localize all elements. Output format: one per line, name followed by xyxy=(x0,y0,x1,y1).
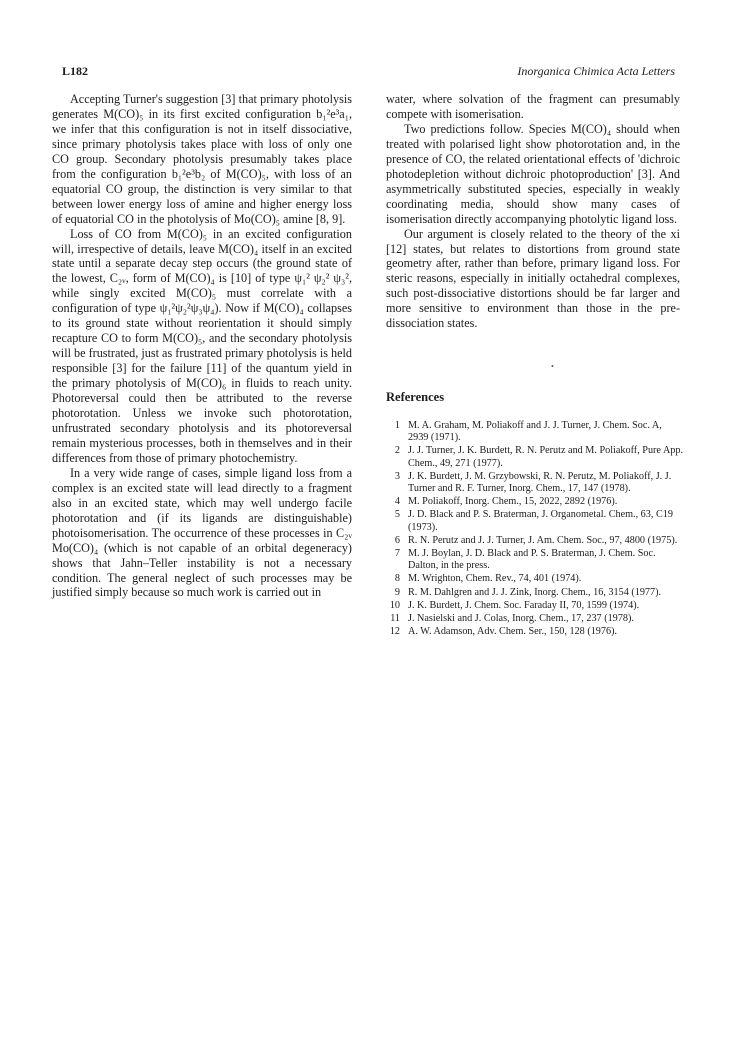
reference-text: R. M. Dahlgren and J. J. Zink, Inorg. Chem., 16, 3154 (1977). xyxy=(408,586,662,598)
reference-number: 4 xyxy=(394,496,400,508)
reference-item xyxy=(386,600,684,612)
reference-number: 6 xyxy=(394,534,400,546)
reference-item xyxy=(386,509,684,533)
reference-text: M. J. Boylan, J. D. Black and P. S. Braterman, J. Chem. Soc. Dalton, in the press. xyxy=(408,548,656,572)
reference-item xyxy=(386,573,684,585)
body-paragraph: Our argument is closely related to the theory of the xi [12] states, but relates to distortions from ground state geometry after, rather than before, primary ligand loss. For steric reasons, especially in initially octahedral complexes, such post-dissociative distortions should be far larger and more sensitive to environment than those in the pre-dissociation states. xyxy=(386,226,680,331)
reference-item xyxy=(386,626,684,638)
reference-number: 9 xyxy=(394,586,400,598)
reference-item xyxy=(386,420,684,444)
reference-text: M. A. Graham, M. Poliakoff and J. J. Turner, J. Chem. Soc. A, 2939 (1971). xyxy=(408,420,662,444)
reference-item xyxy=(386,445,684,469)
reference-text: M. Poliakoff, Inorg. Chem., 15, 2022, 2892 (1976). xyxy=(408,496,618,508)
reference-text: M. Wrighton, Chem. Rev., 74, 401 (1974). xyxy=(408,573,582,585)
body-paragraph: Accepting Turner's suggestion [3] that primary photolysis generates M(CO)₅ in its first excited configuration b₁²e³a₁, we infer that this configuration is not in itself dissociative, since primary photolysis takes place with loss of only one CO group. Secondary photolysis presumably takes place from the configuration b₁²e³b₂ of M(CO)₅, with loss of an equatorial CO group, the distinction is very similar to that between lower energy loss of amine and higher energy loss of equatorial CO in the photolysis of Mo(CO)₅ amine [8, 9]. xyxy=(52,92,352,226)
reference-number: 7 xyxy=(394,548,400,560)
reference-item xyxy=(386,535,684,547)
reference-item xyxy=(386,613,684,625)
reference-number: 12 xyxy=(389,626,400,638)
reference-item xyxy=(386,496,684,508)
references-heading: References xyxy=(386,390,445,404)
reference-list xyxy=(386,420,684,639)
body-paragraph: Two predictions follow. Species M(CO)₄ should when treated with polarised light show photorotation and, in the presence of CO, the related orientational effects of 'dichroic photodepletion without dichroic photoproduction' [3]. And asymmetrically substituted species, especially in weakly coordinating media, should show many cases of isomerisation directly accompanying photolytic ligand loss. xyxy=(386,121,680,226)
reference-item xyxy=(386,587,684,599)
page-header xyxy=(62,64,675,82)
reference-number: 2 xyxy=(394,445,400,457)
reference-number: 5 xyxy=(394,509,400,521)
reference-text: J. K. Burdett, J. Chem. Soc. Faraday II, 70, 1599 (1974). xyxy=(408,599,640,611)
reference-number: 3 xyxy=(394,470,400,482)
page-number: L182 xyxy=(62,64,89,78)
left-column xyxy=(52,92,352,600)
reference-number: 8 xyxy=(394,573,400,585)
reference-text: J. J. Turner, J. K. Burdett, R. N. Perutz and M. Poliakoff, Pure App. Chem., 49, 271 (1977). xyxy=(408,445,684,469)
reference-text: R. N. Perutz and J. J. Turner, J. Am. Chem. Soc., 97, 4800 (1975). xyxy=(408,534,678,546)
reference-number: 1 xyxy=(394,420,400,431)
reference-item xyxy=(386,471,684,495)
journal-title: Inorganica Chimica Acta Letters xyxy=(517,64,675,78)
body-paragraph: Loss of CO from M(CO)₅ in an excited configuration will, irrespective of details, leave M(CO)₄ itself in an excited state until a separate decay step occurs (the ground state of the lowest, C₂ᵥ, form of M(CO)₄ is [10] of type ψ₁² ψ₂² ψ₃², while singly excited M(CO)₅ must correlate with a configuration of type ψ₁²ψ₂²ψ₃ψ₄). Now if M(CO)₄ collapses to its ground state without reorientation it should simply recapture CO to form M(CO)₅, and the secondary photolysis will be frustrated, just as frustrated primary photolysis is held responsible [3] for the failure [11] of the quantum yield in the primary photolysis of M(CO)₆ in fluids to reach unity. Photoreversal could then be attributed to the reverse photorotation. Unless we invoke such photorotation, unfrustrated secondary photolysis and its photoreversal remain mysterious processes, both in themselves and in their differences from those of primary photochemistry. xyxy=(52,226,352,465)
reference-text: J. Nasielski and J. Colas, Inorg. Chem., 17, 237 (1978). xyxy=(408,613,634,625)
reference-text: A. W. Adamson, Adv. Chem. Ser., 150, 128 (1976). xyxy=(408,626,618,638)
print-speck: • xyxy=(551,362,554,371)
reference-number: 10 xyxy=(389,599,400,611)
reference-number: 11 xyxy=(390,613,400,625)
reference-text: J. K. Burdett, J. M. Grzybowski, R. N. Perutz, M. Poliakoff, J. J. Turner and R. F. Turner, Inorg. Chem., 17, 147 (1978). xyxy=(408,470,672,495)
body-paragraph: water, where solvation of the fragment can presumably compete with isomerisation. xyxy=(386,92,680,121)
body-paragraph: In a very wide range of cases, simple ligand loss from a complex is an excited state will lead directly to a fragment also in an excited state, which may well undergo facile photorotation and (if its ligands are distinguishable) photoisomerisation. The occurrence of these processes in C₂ᵥ Mo(CO)₄ (which is not capable of an orbital degeneracy) shows that Jahn–Teller instability is not a necessary condition. The general neglect of such processes may be justified simply because so much work is carried out in xyxy=(52,465,352,600)
reference-text: J. D. Black and P. S. Braterman, J. Organometal. Chem., 63, C19 (1973). xyxy=(408,509,673,533)
right-column xyxy=(386,92,680,331)
reference-item xyxy=(386,548,684,572)
